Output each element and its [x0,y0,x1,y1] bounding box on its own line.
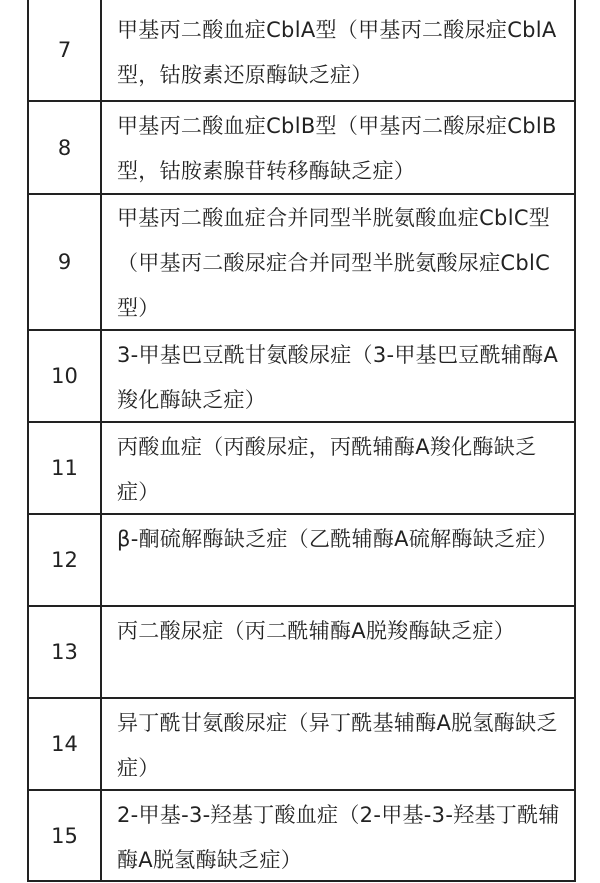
disease-name: 3-甲基巴豆酰甘氨酸尿症（3-甲基巴豆酰辅酶A羧化酶缺乏症） [117,343,559,412]
table-row [29,607,574,699]
table-row [29,102,574,195]
row-number: 14 [29,699,102,789]
row-number: 9 [29,195,102,329]
disease-name: 甲基丙二酸血症CblB型（甲基丙二酸尿症CblB型，钴胺素腺苷转移酶缺乏症） [117,114,557,183]
disease-name: 2-甲基-3-羟基丁酸血症（2-甲基-3-羟基丁酰辅酶A脱氢酶缺乏症） [117,803,560,872]
disease-name: β-酮硫解酶缺乏症（乙酰辅酶A硫解酶缺乏症） [117,527,558,551]
table-row [29,195,574,331]
disease-name: 丙酸血症（丙酸尿症，丙酰辅酶A羧化酶缺乏症） [117,435,537,504]
disease-name: 异丁酰甘氨酸尿症（异丁酰基辅酶A脱氢酶缺乏症） [117,711,558,780]
table-row [29,0,574,102]
row-number: 12 [29,515,102,605]
table-row [29,699,574,791]
row-number: 7 [29,0,102,100]
row-number: 11 [29,423,102,513]
disease-name: 甲基丙二酸血症合并同型半胱氨酸血症CblC型（甲基丙二酸尿症合并同型半胱氨酸尿症CblC型） [117,206,551,320]
disease-name: 甲基丙二酸血症CblA型（甲基丙二酸尿症CblA型，钴胺素还原酶缺乏症） [117,18,557,87]
table-row [29,515,574,607]
table-row [29,791,574,882]
row-number: 8 [29,102,102,193]
table-row [29,423,574,515]
row-number: 15 [29,791,102,880]
disease-name: 丙二酸尿症（丙二酰辅酶A脱羧酶缺乏症） [117,619,516,643]
disease-table [27,0,576,882]
row-number: 13 [29,607,102,697]
table-row [29,331,574,423]
row-number: 10 [29,331,102,421]
